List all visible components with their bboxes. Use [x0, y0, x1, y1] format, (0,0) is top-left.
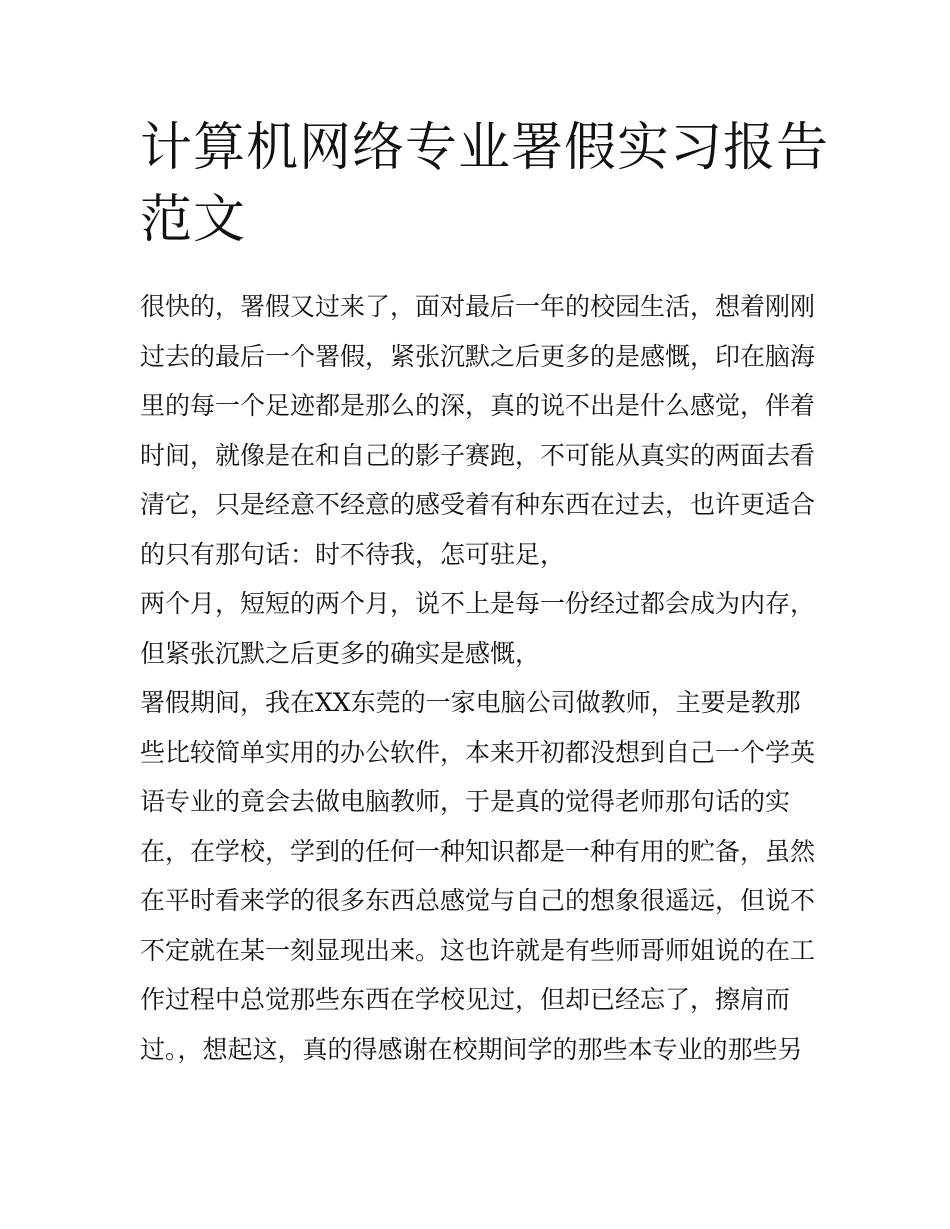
body-line: 署假期间，我在XX东莞的一家电脑公司做教师，主要是教那 — [140, 688, 801, 717]
body-line: 过。，想起这，真的得感谢在校期间学的那些本专业的那些另 — [140, 1034, 803, 1064]
title-line-2: 范文 — [140, 190, 247, 250]
body-line: 在平时看来学的很多东西总感觉与自己的想象很遥远，但说不 — [140, 886, 816, 915]
body-line: 些比较简单实用的办公软件，本来开初都没想到自己一个学英 — [140, 737, 816, 767]
title-line-1: 计算机网络专业署假实习报告 — [140, 118, 830, 178]
body-line: 时间，就像是在和自己的影子赛跑，不可能从真实的两面去看 — [140, 440, 816, 470]
body-line: 在，在学校，学到的任何一种知识都是一种有用的贮备，虽然 — [140, 836, 816, 866]
body-line: 但紧张沉默之后更多的确实是感慨， — [140, 638, 541, 668]
body-line: 两个月，短短的两个月，说不上是每一份经过都会成为内存， — [140, 589, 816, 618]
body-line: 语专业的竟会去做电脑教师，于是真的觉得老师那句话的实 — [140, 787, 791, 816]
body-line: 很快的，署假又过来了，面对最后一年的校园生活，想着刚刚 — [140, 292, 816, 321]
body-line: 清它，只是经意不经意的感受着有种东西在过去，也许更适合 — [140, 490, 816, 519]
document-body — [140, 282, 830, 1074]
body-line: 过去的最后一个署假，紧张沉默之后更多的是感慨，印在脑海 — [140, 341, 816, 371]
body-line: 不定就在某一刻显现出来。这也许就是有些师哥师姐说的在工 — [140, 935, 816, 965]
body-line: 里的每一个足迹都是那么的深，真的说不出是什么感觉，伴着 — [140, 391, 816, 420]
body-line: 作过程中总觉那些东西在学校见过，但却已经忘了，擦肩而 — [140, 985, 791, 1014]
body-line: 的只有那句话：时不待我，怎可驻足， — [140, 539, 566, 569]
document-title — [140, 112, 830, 256]
